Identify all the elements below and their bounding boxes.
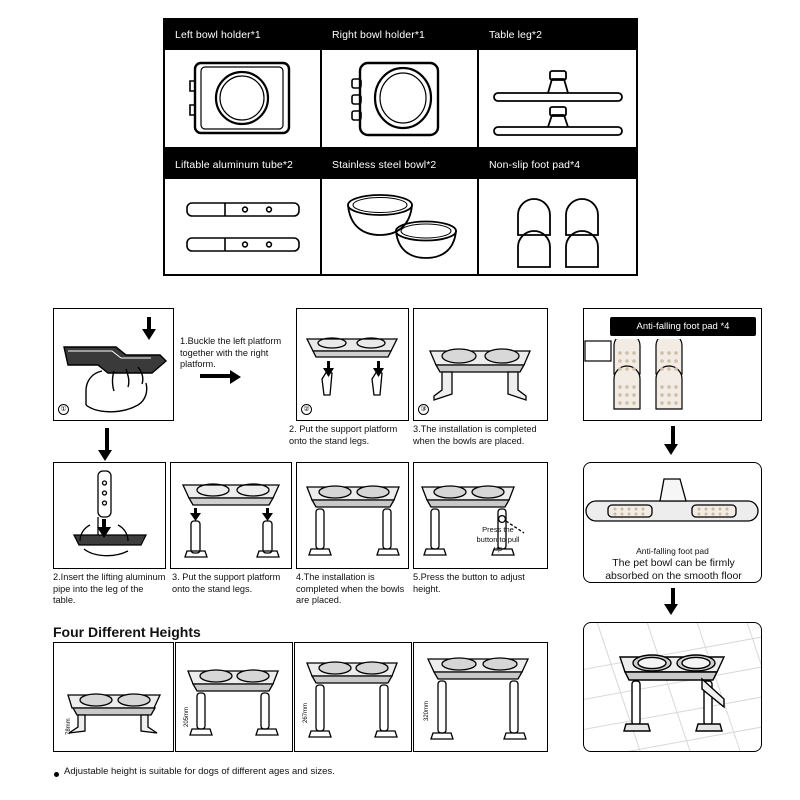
- svg-text:205mm: 205mm: [184, 706, 190, 727]
- left-bowl-holder-icon: [165, 50, 322, 149]
- arrow-down-icon-2: [664, 444, 678, 455]
- parts-label: Right bowl holder*1: [332, 29, 425, 41]
- height-panel-2: [175, 642, 293, 752]
- foot-pad-icon: [479, 179, 636, 276]
- height-panel-4: [413, 642, 548, 752]
- svg-text:267mm: 267mm: [303, 702, 309, 723]
- parts-label: Liftable aluminum tube*2: [175, 159, 293, 171]
- parts-label: Stainless steel bowl*2: [332, 159, 437, 171]
- arrow-right-stem: [200, 374, 230, 378]
- step-caption-buckle: 1.Buckle the left platform together with the right platform.: [180, 336, 282, 369]
- parts-cell-header-right-bowl-holder: [322, 20, 479, 50]
- heights-title: Four Different Heights: [53, 624, 201, 640]
- footpad-caption-small: Anti-falling foot pad: [636, 546, 709, 556]
- step-caption-installation-complete: 4.The installation is completed when the bowls are placed.: [296, 572, 405, 605]
- footpad-panel-floor-scene: [583, 622, 762, 752]
- parts-label: Non-slip foot pad*4: [489, 159, 581, 171]
- step-caption-insert-pipe: 2.Insert the lifting aluminum pipe into the leg of the table.: [53, 572, 166, 605]
- footpad-banner: Anti-falling foot pad *4: [610, 317, 756, 336]
- right-bowl-holder-icon: [322, 50, 479, 149]
- svg-text:78mm: 78mm: [66, 718, 72, 735]
- aluminum-tube-icon: [165, 179, 322, 276]
- step-caption-bowls-placed: 3.The installation is completed when the bowls are placed.: [413, 424, 537, 446]
- parts-cell-header-aluminum-tube: [165, 149, 322, 179]
- height-panel-3: [294, 642, 412, 752]
- step-panel-press-button: [413, 462, 548, 569]
- table-leg-icon: [479, 50, 636, 149]
- step-panel-insert-pipe: [53, 462, 166, 569]
- footpad-panel-pads: [583, 308, 762, 421]
- parts-cell-header-foot-pad: [479, 149, 636, 179]
- step-caption-press-button: 5.Press the button to adjust height.: [413, 572, 525, 594]
- parts-label: Table leg*2: [489, 29, 543, 41]
- arrow-down-stem: [105, 428, 109, 450]
- heights-note: Adjustable height is suitable for dogs of different ages and sizes.: [64, 766, 335, 777]
- bullet-icon: [54, 772, 59, 777]
- svg-text:320mm: 320mm: [424, 700, 430, 721]
- arrow-down-icon-3: [664, 604, 678, 615]
- arrow-right-icon: [230, 370, 241, 384]
- arrow-down-icon: [98, 450, 112, 461]
- steel-bowl-icon: [322, 179, 479, 276]
- step-caption-support-platform: 2. Put the support platform onto the stand legs.: [289, 424, 398, 446]
- step-panel-platform-on-legs: [170, 462, 292, 569]
- parts-cell-header-steel-bowl: [322, 149, 479, 179]
- arrow-down-stem-3: [671, 588, 675, 604]
- step-panel-buckle: [53, 308, 174, 421]
- footpad-panel-detail: [583, 462, 762, 583]
- step-panel-support-platform: [296, 308, 409, 421]
- step-panel-installation-complete: [296, 462, 409, 569]
- parts-cell-header-left-bowl-holder: [165, 20, 322, 50]
- height-panel-1: [53, 642, 174, 752]
- press-button-note: Press the button to pull up: [476, 525, 520, 553]
- arrow-down-stem-2: [671, 426, 675, 444]
- step-number-2: ②: [301, 404, 312, 415]
- parts-label: Left bowl holder*1: [175, 29, 261, 41]
- footpad-caption-main: The pet bowl can be firmly absorbed on the smooth floor: [605, 557, 742, 582]
- step-panel-bowls-placed: [413, 308, 548, 421]
- step-caption-platform-on-legs: 3. Put the support platform onto the stand legs.: [172, 572, 281, 594]
- parts-table: [163, 18, 638, 276]
- step-number-3: ③: [418, 404, 429, 415]
- step-number-1: ①: [58, 404, 69, 415]
- parts-cell-header-table-leg: [479, 20, 636, 50]
